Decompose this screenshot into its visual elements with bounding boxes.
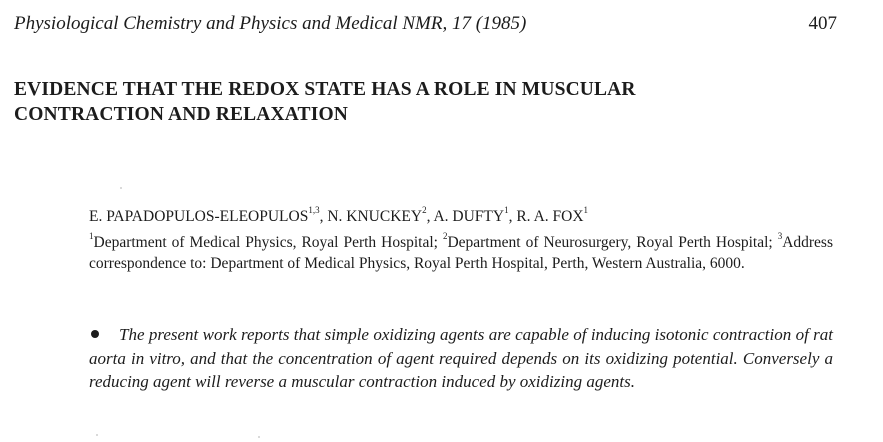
scan-speck bbox=[120, 187, 122, 189]
author-list bbox=[89, 204, 589, 227]
article-title-line-1: EVIDENCE THAT THE REDOX STATE HAS A ROLE IN MUSCULAR bbox=[14, 79, 636, 100]
journal-citation: Physiological Chemistry and Physics and Medical NMR, 17 (1985) bbox=[14, 13, 527, 34]
scan-speck bbox=[96, 434, 98, 436]
bullet-icon bbox=[91, 330, 99, 338]
author-name: E. PAPADOPULOS-ELEOPULOS bbox=[89, 208, 309, 225]
article-title bbox=[14, 77, 774, 127]
abstract-paragraph bbox=[89, 323, 833, 394]
author-affiliation-mark: 1 bbox=[504, 204, 509, 215]
author-affiliation-mark: 1 bbox=[583, 204, 589, 215]
author-affiliation-mark: 2 bbox=[422, 204, 427, 215]
affiliation-text: Department of Medical Physics, Royal Perth Hospital; bbox=[93, 234, 443, 251]
author-separator: , bbox=[319, 208, 328, 225]
author-name: R. A. FOX bbox=[516, 208, 584, 225]
abstract-text: The present work reports that simple oxidizing agents are capable of inducing isotonic contraction of rat aorta in vitro, and that the concentration of agent required depends on its oxidizing potential. Conversely a reducing agent will reverse a muscular contraction induced by oxidizing agents. bbox=[89, 325, 833, 391]
page-number: 407 bbox=[808, 13, 837, 34]
scan-speck bbox=[258, 436, 260, 438]
author-separator: , bbox=[426, 208, 434, 225]
article-title-line-2: CONTRACTION AND RELAXATION bbox=[14, 104, 348, 125]
affiliation-text: Department of Neurosurgery, Royal Perth Hospital; bbox=[447, 234, 778, 251]
author-name: A. DUFTY bbox=[433, 208, 505, 225]
author-separator: , bbox=[508, 208, 517, 225]
affiliation-text: Address correspondence to: Department of Medical Physics, Royal Perth Hospital, Perth, Western Australia, 6000. bbox=[89, 234, 833, 272]
affiliation-mark: 2 bbox=[442, 230, 448, 241]
affiliation-block bbox=[89, 230, 833, 274]
affiliation-mark: 3 bbox=[777, 230, 783, 241]
author-affiliation-mark: 1,3 bbox=[308, 204, 320, 215]
author-name: N. KNUCKEY bbox=[327, 208, 423, 225]
affiliation-mark: 1 bbox=[89, 230, 94, 241]
